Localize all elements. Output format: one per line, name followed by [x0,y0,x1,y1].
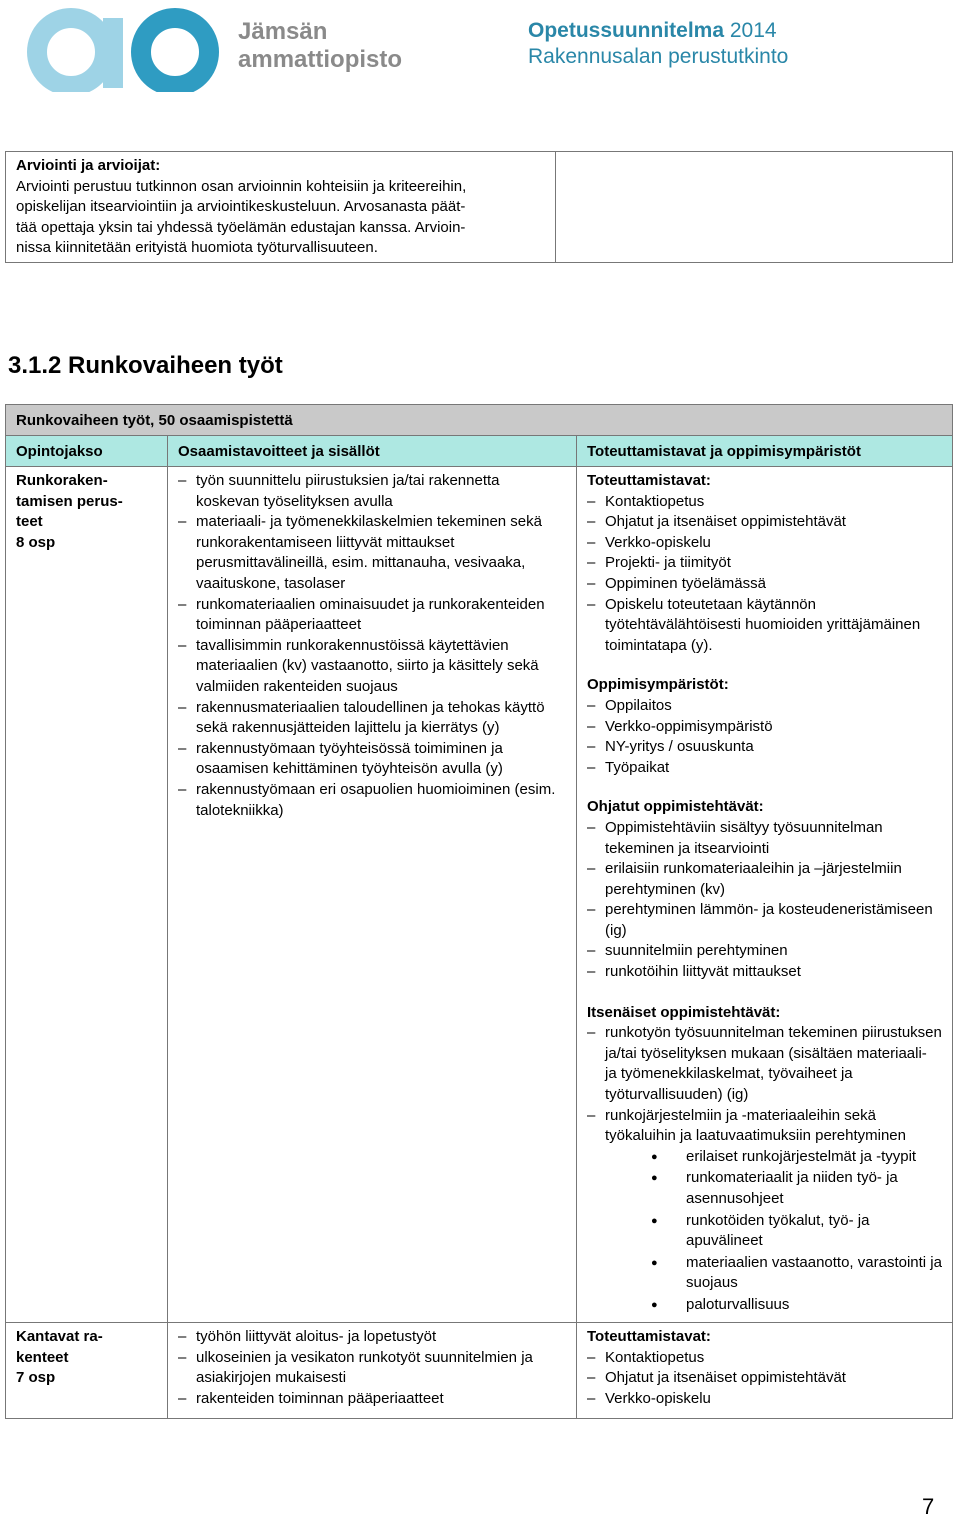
methods-cell: Toteuttamistavat: – Kontaktiopetus – Ohjatut ja itsenäiset oppimistehtävät – Verkko-opiskelu – Projekti- ja tiimityöt – Oppiminen työelämässä – Opiskelu toteutetaan käytännön työtehtävälähtöisesti huomioiden yrittäjämäinen toimintatapa (y). Oppimisympäristöt: – Oppilaitos – Verkko-oppimisympäristö – NY-yritys / osuuskunta – Työpaikat Ohjatut oppimistehtävät: – Oppimistehtäviin sisältyy työsuunnitelman tekeminen ja itsearviointi – erilaisiin runkomateriaaleihin ja –järjestelmiin perehtyminen (kv) – perehtyminen lämmön- ja kosteudeneristämiseen (ig) – suunnitelmiin perehtyminen – runkotöihin liittyvät mittaukset Itsenäiset oppimistehtävät: – runkotyön työsuunnitelman tekeminen piirustuksen ja/tai työselityksen mukaan (sisältäen materiaali- ja työmenekkilaskelmat, työvaiheet ja työturvallisuuden) (ig) – runkojärjestelmiin ja -materiaaleihin sekä työkaluihin ja laatuvaatimuksiin perehtyminen ● erilaiset runkojärjestelmät ja -tyypit ● runkomateriaalit ja niiden työ- ja asennusohjeet ● runkotöiden työkalut, työ- ja apuvälineet ● materiaalien vastaanotto, varastointi ja suojaus ● paloturvallisuus [577,467,953,1323]
list-item: – Kontaktiopetus [587,1348,942,1369]
list-item: – työn suunnittelu piirustuksien ja/tai rakennetta koskevan työselityksen avulla [178,471,566,512]
list-item: – runkomateriaalien ominaisuudet ja runkorakenteiden toiminnan pääperiaatteet [178,595,566,636]
doc-title: Opetussuunnitelma [528,19,725,42]
list-item: – Oppimistehtäviin sisältyy työsuunnitelman tekeminen ja itsearviointi [587,818,942,859]
list-item: – Verkko-opiskelu [587,1389,942,1410]
list-item: – runkojärjestelmiin ja -materiaaleihin sekä työkaluihin ja laatuvaatimuksiin perehtyminen [587,1106,942,1147]
list-item: – rakennustyömaan työyhteisössä toimiminen ja osaamisen kehittäminen työyhteisön avulla (y) [178,739,566,780]
list-item: – suunnitelmiin perehtyminen [587,941,942,962]
header-goals: Osaamistavoitteet ja sisällöt [168,436,577,467]
methods-cell: Toteuttamistavat: – Kontaktiopetus – Ohjatut ja itsenäiset oppimistehtävät – Verkko-opiskelu [577,1323,953,1419]
document-header [528,18,788,70]
curriculum-table [5,404,953,1419]
bullet-item: ● erilaiset runkojärjestelmät ja -tyypit [651,1147,942,1168]
doc-subtitle: Rakennusalan perustutkinto [528,45,789,68]
list-item: – Ohjatut ja itsenäiset oppimistehtävät [587,512,942,533]
list-item: – runkotyön työsuunnitelman tekeminen piirustuksen ja/tai työselityksen mukaan (sisältäen materiaali- ja työmenekkilaskelmat, työvaiheet ja työturvallisuuden) (ig) [587,1023,942,1105]
header-course: Opintojakso [6,436,168,467]
section-heading: 3.1.2 Runkovaiheen työt [8,352,283,379]
bullet-item: ● runkomateriaalit ja niiden työ- ja asennusohjeet [651,1168,942,1209]
course-cell: Kantavat ra- kenteet 7 osp [6,1323,168,1419]
bullet-item: ● runkotöiden työkalut, työ- ja apuvälineet [651,1211,942,1252]
list-item: – Ohjatut ja itsenäiset oppimistehtävät [587,1368,942,1389]
course-cell: Runkoraken- tamisen perus- teet 8 osp [6,467,168,1323]
goals-cell [168,1323,577,1419]
logo-wordmark: Jämsän ammattiopisto [238,18,403,73]
list-item: – erilaisiin runkomateriaaleihin ja –järjestelmiin perehtyminen (kv) [587,859,942,900]
list-item: – Oppilaitos [587,696,942,717]
bullet-item: ● materiaalien vastaanotto, varastointi ja suojaus [651,1253,942,1294]
header-methods: Toteuttamistavat ja oppimisympäristöt [577,436,953,467]
list-item: – ulkoseinien ja vesikaton runkotyöt suunnitelmien ja asiakirjojen mukaisesti [178,1348,566,1389]
list-item: – Opiskelu toteutetaan käytännön työtehtävälähtöisesti huomioiden yrittäjämäinen toimintatapa (y). [587,595,942,657]
assessment-box: Arviointi ja arvioijat: Arviointi perustuu tutkinnon osan arvioinnin kohteisiin ja kriteereihin, opiskelijan itsearviointiin ja arviointikeskusteluun. Arvosanasta päät- tää opettaja yksin tai yhdessä työelämän edustajan kanssa. Arvioin- nissa kiinnitetään erityistä huomiota työturvallisuuteen. [5,151,953,263]
list-item: – NY-yritys / osuuskunta [587,737,942,758]
list-item: – materiaali- ja työmenekkilaskelmien tekeminen sekä runkorakentamiseen liittyvät mittaukset perusmittavälineillä, esim. mittanauha, vesivaaka, vaaituskone, tasolaser [178,512,566,594]
list-item: – Kontaktiopetus [587,492,942,513]
list-item: – rakenteiden toiminnan pääperiaatteet [178,1389,566,1410]
list-item: – rakennustyömaan eri osapuolien huomioiminen (esim. talotekniikka) [178,780,566,821]
assessment-title: Arviointi ja arvioijat: [16,157,161,174]
list-item: – perehtyminen lämmön- ja kosteudeneristämiseen (ig) [587,900,942,941]
list-item: – tavallisimmin runkorakennustöissä käytettävien materiaalien (kv) vastaanotto, siirto ja käsittely sekä valmiiden rakenteiden suojaus [178,636,566,698]
doc-year: 2014 [729,19,777,42]
table-title: Runkovaiheen työt, 50 osaamispistettä [6,405,953,436]
list-item: – Työpaikat [587,758,942,779]
page-number: 7 [922,1494,935,1519]
list-item: – Oppiminen työelämässä [587,574,942,595]
list-item: – runkotöihin liittyvät mittaukset [587,962,942,983]
list-item: – Projekti- ja tiimityöt [587,553,942,574]
list-item: – Verkko-opiskelu [587,533,942,554]
list-item: – Verkko-oppimisympäristö [587,717,942,738]
bullet-item: ● paloturvallisuus [651,1295,942,1316]
goals-cell [168,467,577,1323]
list-item: – rakennusmateriaalien taloudellinen ja tehokas käyttö sekä rakennusjätteiden lajittelu ja kierrätys (y) [178,698,566,739]
list-item: – työhön liittyvät aloitus- ja lopetustyöt [178,1327,566,1348]
